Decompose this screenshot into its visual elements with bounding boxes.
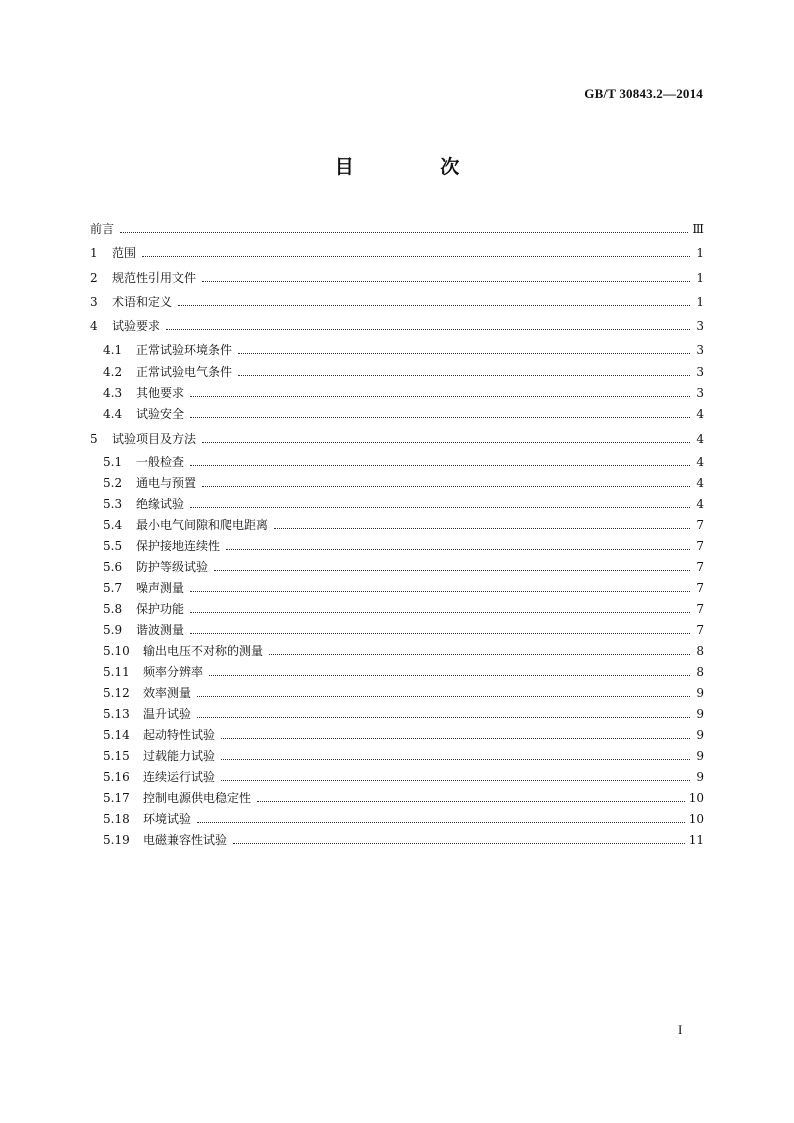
- toc-entry[interactable]: [103, 764, 704, 784]
- toc-entry-label: 范围: [112, 246, 137, 260]
- toc-entry-number: 5.7: [103, 581, 123, 595]
- toc-entry-page: 3: [696, 343, 704, 357]
- toc-entry-label: 频率分辨率: [143, 665, 204, 679]
- toc-leader-dots: [269, 654, 690, 655]
- toc-entry-page: 7: [696, 539, 704, 553]
- toc-leader-dots: [120, 232, 688, 233]
- toc-entry[interactable]: [90, 216, 704, 236]
- toc-entry-label: 规范性引用文件: [112, 271, 197, 285]
- page-title: 目 次: [334, 156, 500, 178]
- toc-entry-number: 5.11: [103, 665, 130, 679]
- toc-entry[interactable]: [103, 491, 704, 511]
- toc-leader-dots: [221, 759, 690, 760]
- toc-entry[interactable]: [90, 313, 704, 333]
- toc-entry-number: 1: [90, 246, 98, 260]
- toc-leader-dots: [190, 633, 690, 634]
- toc-entry[interactable]: [103, 470, 704, 490]
- toc-entry-number: 3: [90, 295, 98, 309]
- toc-entry[interactable]: [103, 596, 704, 616]
- toc-entry-page: 4: [696, 476, 704, 490]
- toc-leader-dots: [209, 675, 690, 676]
- toc-entry-page: 1: [696, 295, 704, 309]
- toc-leader-dots: [238, 375, 690, 376]
- toc-entry-label: 起动特性试验: [143, 728, 216, 742]
- toc-entry[interactable]: [103, 638, 704, 658]
- toc-entry-number: 5.18: [103, 812, 130, 826]
- toc-entry-label: 试验项目及方法: [112, 432, 197, 446]
- toc-entry-label: 最小电气间隙和爬电距离: [136, 518, 269, 532]
- toc-entry-page: 7: [696, 602, 704, 616]
- toc-entry-label: 试验安全: [136, 407, 185, 421]
- toc-entry-label: 前言: [90, 222, 115, 236]
- toc-leader-dots: [214, 570, 690, 571]
- toc-leader-dots: [190, 591, 690, 592]
- toc-entry-label: 绝缘试验: [136, 497, 185, 511]
- toc-entry-page: 8: [696, 665, 704, 679]
- toc-entry[interactable]: [103, 680, 704, 700]
- toc-leader-dots: [166, 329, 690, 330]
- toc-entry-label: 试验要求: [112, 319, 161, 333]
- toc-entry-page: 7: [696, 560, 704, 574]
- toc-entry-page: 9: [696, 770, 704, 784]
- toc-entry-number: 5.5: [103, 539, 123, 553]
- toc-leader-dots: [257, 801, 685, 802]
- toc-entry-label: 正常试验电气条件: [136, 365, 233, 379]
- toc-leader-dots: [197, 822, 685, 823]
- toc-entry-number: 4.3: [103, 386, 123, 400]
- toc-entry-number: 5.14: [103, 728, 130, 742]
- toc-leader-dots: [190, 507, 690, 508]
- toc-entry[interactable]: [103, 337, 704, 357]
- toc-entry-page: 7: [696, 581, 704, 595]
- toc-entry-page: 4: [696, 432, 704, 446]
- toc-entry-page: 11: [688, 833, 704, 847]
- toc-leader-dots: [238, 353, 690, 354]
- toc-entry-page: 9: [696, 728, 704, 742]
- toc-leader-dots: [221, 780, 690, 781]
- toc-entry[interactable]: [103, 401, 704, 421]
- toc-entry[interactable]: [103, 701, 704, 721]
- toc-entry-label: 保护接地连续性: [136, 539, 221, 553]
- toc-entry[interactable]: [103, 554, 704, 574]
- toc-entry-number: 5.9: [103, 623, 123, 637]
- toc-entry[interactable]: [90, 240, 704, 260]
- toc-entry-page: 1: [696, 271, 704, 285]
- toc-entry-number: 5.19: [103, 833, 130, 847]
- toc-entry-page: 7: [696, 518, 704, 532]
- toc-entry-page: 10: [688, 812, 704, 826]
- toc-entry[interactable]: [103, 575, 704, 595]
- toc-entry-label: 正常试验环境条件: [136, 343, 233, 357]
- toc-entry[interactable]: [103, 533, 704, 553]
- toc-entry-number: 4.1: [103, 343, 123, 357]
- toc-entry[interactable]: [103, 785, 704, 805]
- toc-leader-dots: [190, 612, 690, 613]
- toc-leader-dots: [178, 305, 690, 306]
- toc-entry-page: 10: [688, 791, 704, 805]
- toc-entry-page: 9: [696, 707, 704, 721]
- toc-entry[interactable]: [103, 512, 704, 532]
- toc-entry-number: 5.6: [103, 560, 123, 574]
- toc-leader-dots: [274, 528, 690, 529]
- toc-entry-label: 电磁兼容性试验: [143, 833, 228, 847]
- toc-entry-label: 输出电压不对称的测量: [143, 644, 264, 658]
- toc-entry-page: 4: [696, 455, 704, 469]
- toc-entry-page: 3: [696, 386, 704, 400]
- toc-leader-dots: [142, 256, 690, 257]
- toc-leader-dots: [197, 717, 690, 718]
- toc-entry-number: 5.8: [103, 602, 123, 616]
- toc-entry[interactable]: [103, 806, 704, 826]
- toc-entry-page: 4: [696, 407, 704, 421]
- page-number: I: [678, 1022, 683, 1037]
- toc-entry-label: 通电与预置: [136, 476, 197, 490]
- toc-entry-number: 5.16: [103, 770, 130, 784]
- toc-entry-page: 3: [696, 365, 704, 379]
- toc-entry[interactable]: [103, 617, 704, 637]
- toc-entry-label: 谐波测量: [136, 623, 185, 637]
- toc-entry-label: 其他要求: [136, 386, 185, 400]
- toc-leader-dots: [233, 843, 685, 844]
- toc-leader-dots: [226, 549, 690, 550]
- toc-entry-page: 7: [696, 623, 704, 637]
- toc-leader-dots: [190, 417, 690, 418]
- toc-leader-dots: [202, 442, 690, 443]
- toc-entry-number: 4.2: [103, 365, 123, 379]
- toc-entry[interactable]: [103, 449, 704, 469]
- toc-entry-label: 保护功能: [136, 602, 185, 616]
- toc-leader-dots: [197, 696, 690, 697]
- toc-entry-label: 连续运行试验: [143, 770, 216, 784]
- toc-leader-dots: [221, 738, 690, 739]
- toc-entry-number: 5: [90, 432, 98, 446]
- toc-entry-number: 5.1: [103, 455, 123, 469]
- toc-entry-number: 5.13: [103, 707, 130, 721]
- toc-entry-page: 4: [696, 497, 704, 511]
- toc-entry-page: 9: [696, 686, 704, 700]
- toc-entry-number: 5.3: [103, 497, 123, 511]
- toc-entry-page: 9: [696, 749, 704, 763]
- toc-entry-number: 5.17: [103, 791, 130, 805]
- toc-entry[interactable]: [103, 743, 704, 763]
- toc-entry-label: 一般检查: [136, 455, 185, 469]
- toc-entry-page: 8: [696, 644, 704, 658]
- toc-entry-label: 术语和定义: [112, 295, 173, 309]
- toc-leader-dots: [202, 486, 690, 487]
- toc-leader-dots: [190, 396, 690, 397]
- toc-entry-label: 效率测量: [143, 686, 192, 700]
- toc-entry-number: 2: [90, 271, 98, 285]
- toc-entry-number: 4.4: [103, 407, 123, 421]
- toc-entry[interactable]: [103, 722, 704, 742]
- toc-entry-number: 5.10: [103, 644, 130, 658]
- toc-entry[interactable]: [103, 380, 704, 400]
- toc-entry-number: 5.12: [103, 686, 130, 700]
- toc-entry-page: 3: [696, 319, 704, 333]
- toc-entry[interactable]: [90, 289, 704, 309]
- toc-entry-page: Ⅲ: [692, 222, 704, 236]
- toc-entry-page: 1: [696, 246, 704, 260]
- toc-entry-label: 噪声测量: [136, 581, 185, 595]
- toc-entry-label: 温升试验: [143, 707, 192, 721]
- toc-entry-label: 控制电源供电稳定性: [143, 791, 252, 805]
- toc-entry[interactable]: [103, 359, 704, 379]
- toc-entry-label: 过载能力试验: [143, 749, 216, 763]
- toc-entry-number: 5.4: [103, 518, 123, 532]
- toc-entry-number: 4: [90, 319, 98, 333]
- toc-entry[interactable]: [90, 426, 704, 446]
- toc-entry[interactable]: [103, 827, 704, 847]
- standard-code: GB/T 30843.2—2014: [584, 86, 703, 101]
- toc-entry-number: 5.2: [103, 476, 123, 490]
- toc-entry[interactable]: [90, 265, 704, 285]
- toc-entry[interactable]: [103, 659, 704, 679]
- toc-leader-dots: [202, 281, 690, 282]
- toc-entry-number: 5.15: [103, 749, 130, 763]
- toc-entry-label: 环境试验: [143, 812, 192, 826]
- toc-entry-label: 防护等级试验: [136, 560, 209, 574]
- toc-leader-dots: [190, 465, 690, 466]
